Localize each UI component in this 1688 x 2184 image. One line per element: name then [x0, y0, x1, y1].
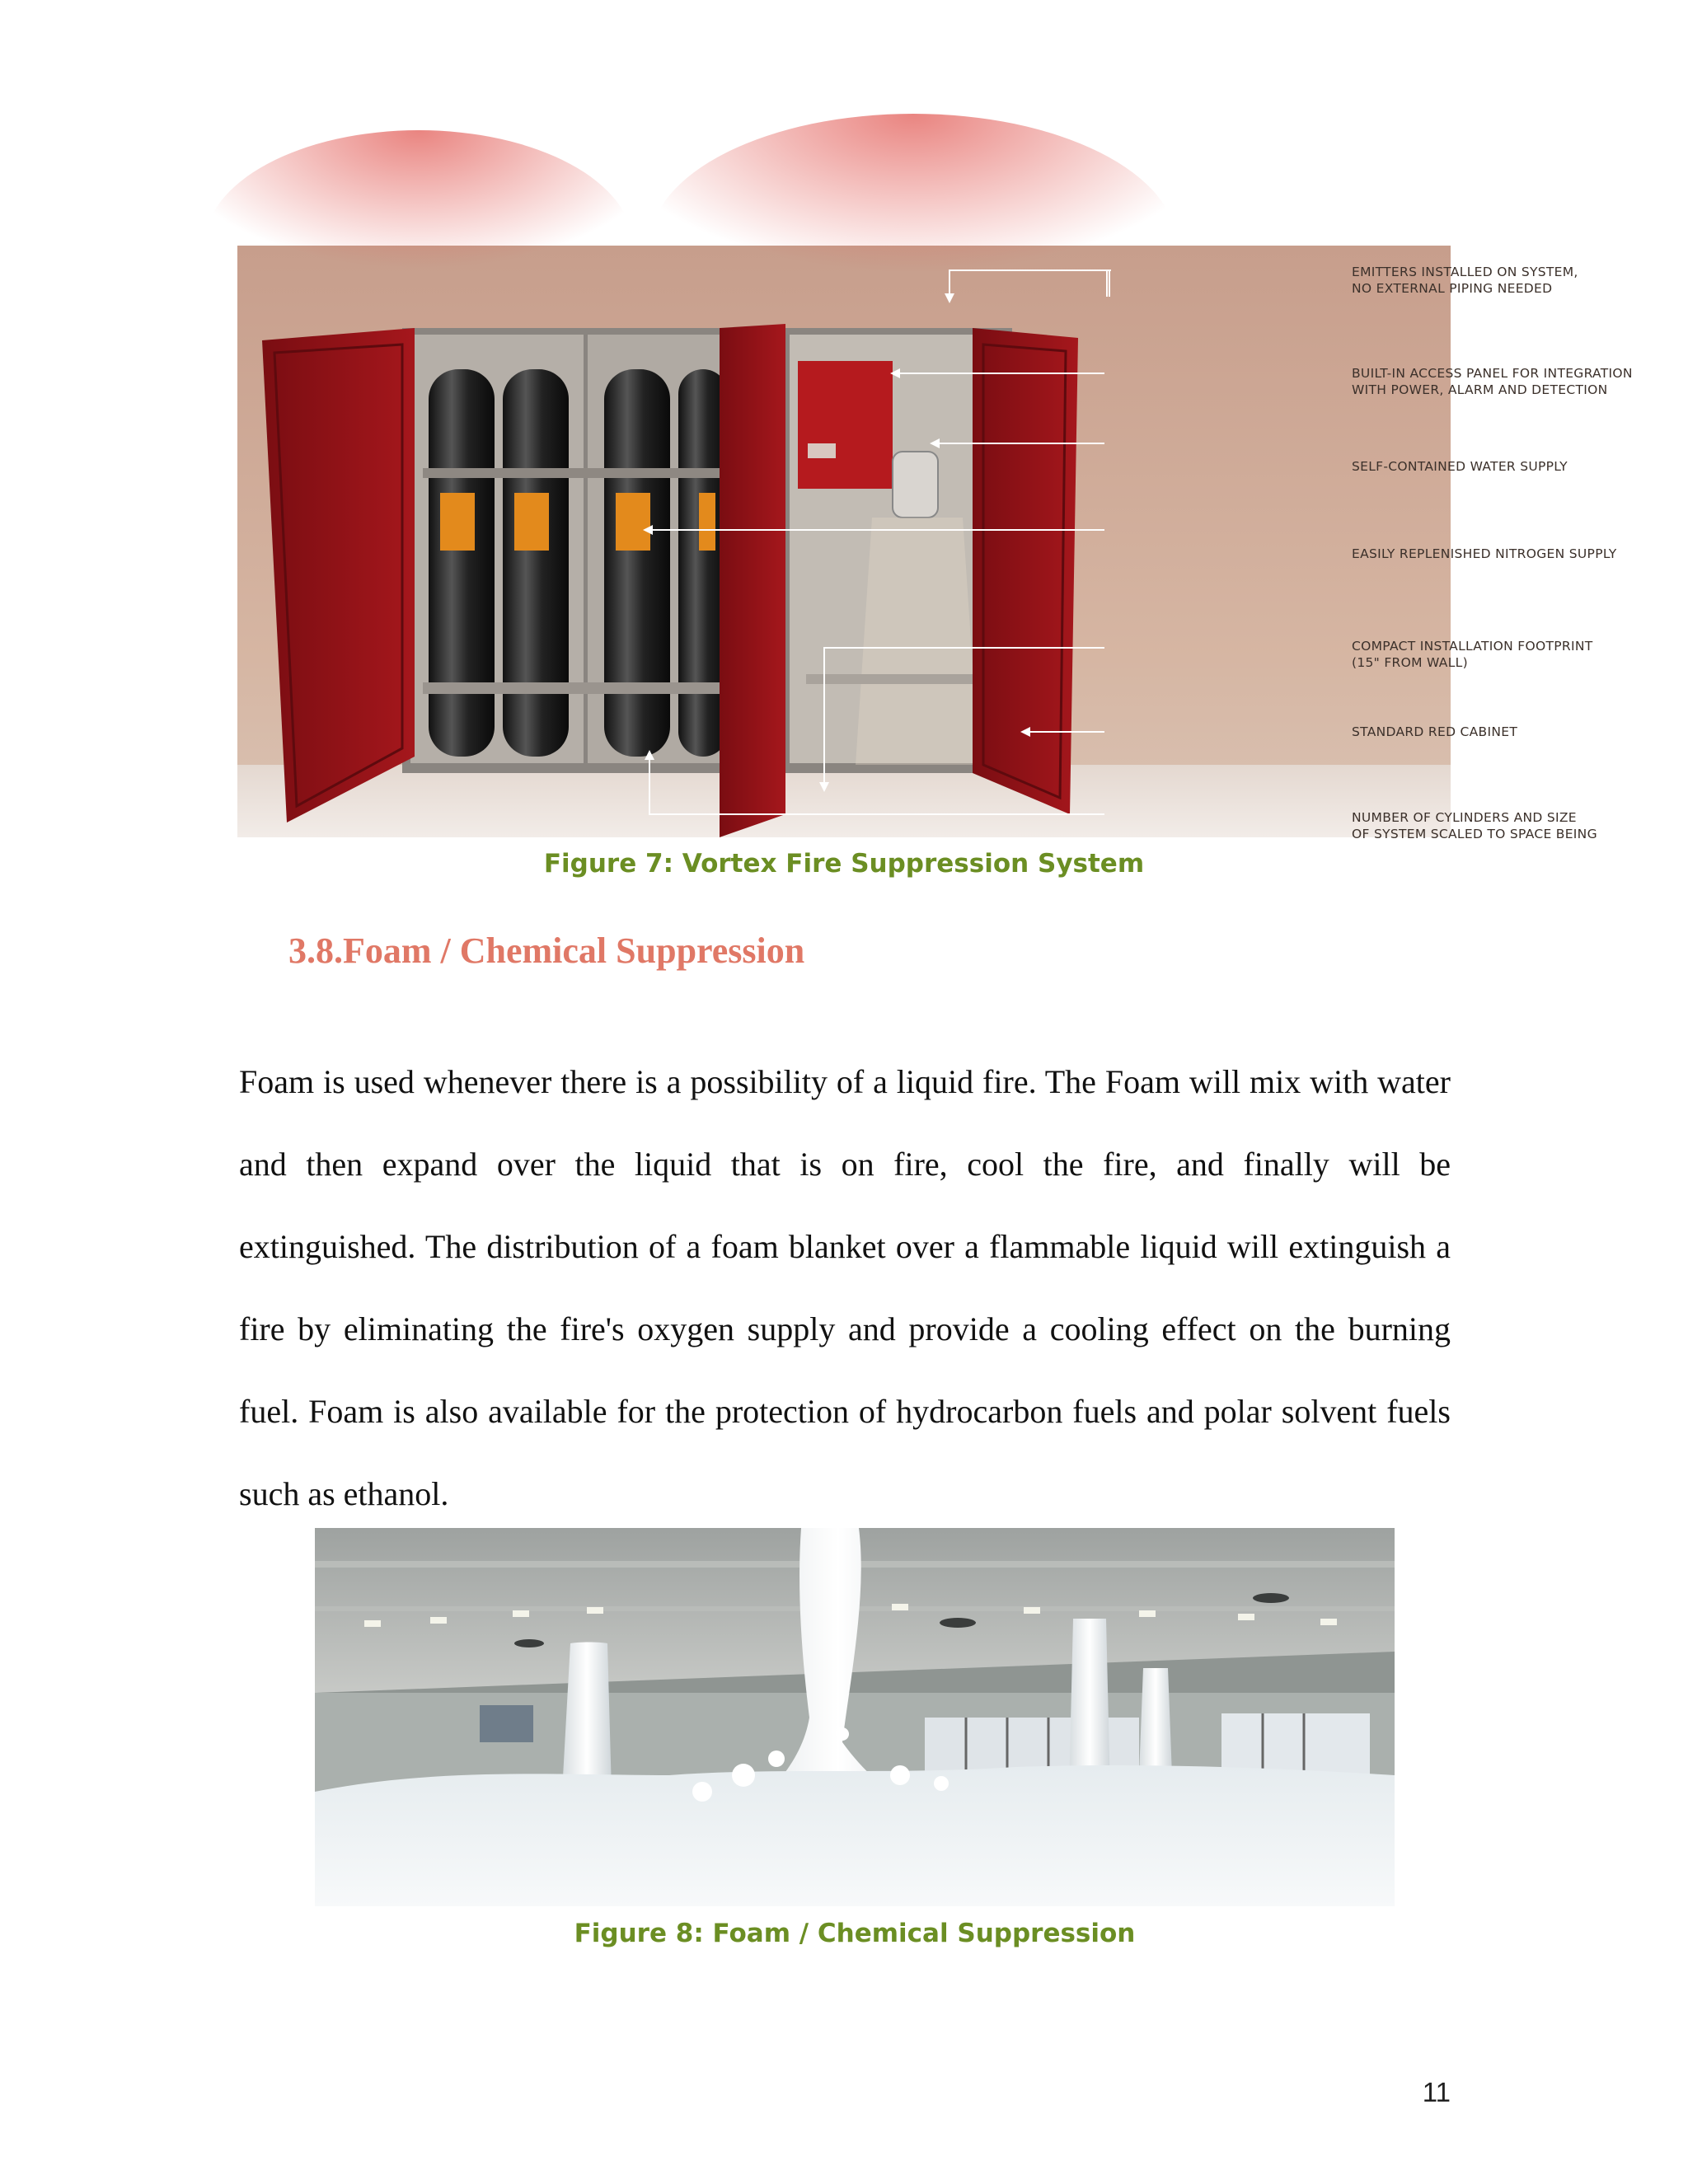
vortex-system-figure — [237, 246, 1633, 841]
section-body — [239, 1041, 1451, 1535]
foam-suppression-figure — [315, 1528, 1395, 1906]
callout-water-supply: SELF-CONTAINED WATER SUPPLY — [1352, 459, 1568, 474]
callout-emitters: EMITTERS INSTALLED ON SYSTEM, NO EXTERNAL PIPING NEEDED — [1352, 265, 1578, 296]
figure-7-caption: Figure 7: Vortex Fire Suppression System — [543, 849, 1145, 879]
callout-access-panel: BUILT-IN ACCESS PANEL FOR INTEGRATION WITH POWER, ALARM AND DETECTION — [1352, 366, 1633, 397]
callout-footprint: COMPACT INSTALLATION FOOTPRINT (15" FROM WALL) — [1352, 639, 1593, 670]
callout-cylinders: NUMBER OF CYLINDERS AND SIZE OF SYSTEM SCALED TO SPACE BEING — [1352, 810, 1597, 841]
callout-nitrogen-supply: EASILY REPLENISHED NITROGEN SUPPLY — [1352, 546, 1617, 561]
callout-red-cabinet: STANDARD RED CABINET — [1352, 724, 1518, 739]
figure-8-caption: Figure 8: Foam / Chemical Suppression — [574, 1919, 1136, 1948]
section-heading: 3.8.Foam / Chemical Suppression — [288, 930, 805, 971]
body-paragraph: Foam is used whenever there is a possibility of a liquid fire. The Foam will mix with water and then expand over the liquid that is on fire, cool the fire, and finally will be extinguished. The distribution of a foam blanket over a flammable liquid will extinguish a fire by eliminating the fire's oxygen supply and provide a cooling effect on the burning fuel. Foam is also available for the protection of hydrocarbon fuels and polar solvent fuels such as ethanol. — [239, 1063, 1451, 1512]
page-number: 11 — [1422, 2077, 1451, 2107]
